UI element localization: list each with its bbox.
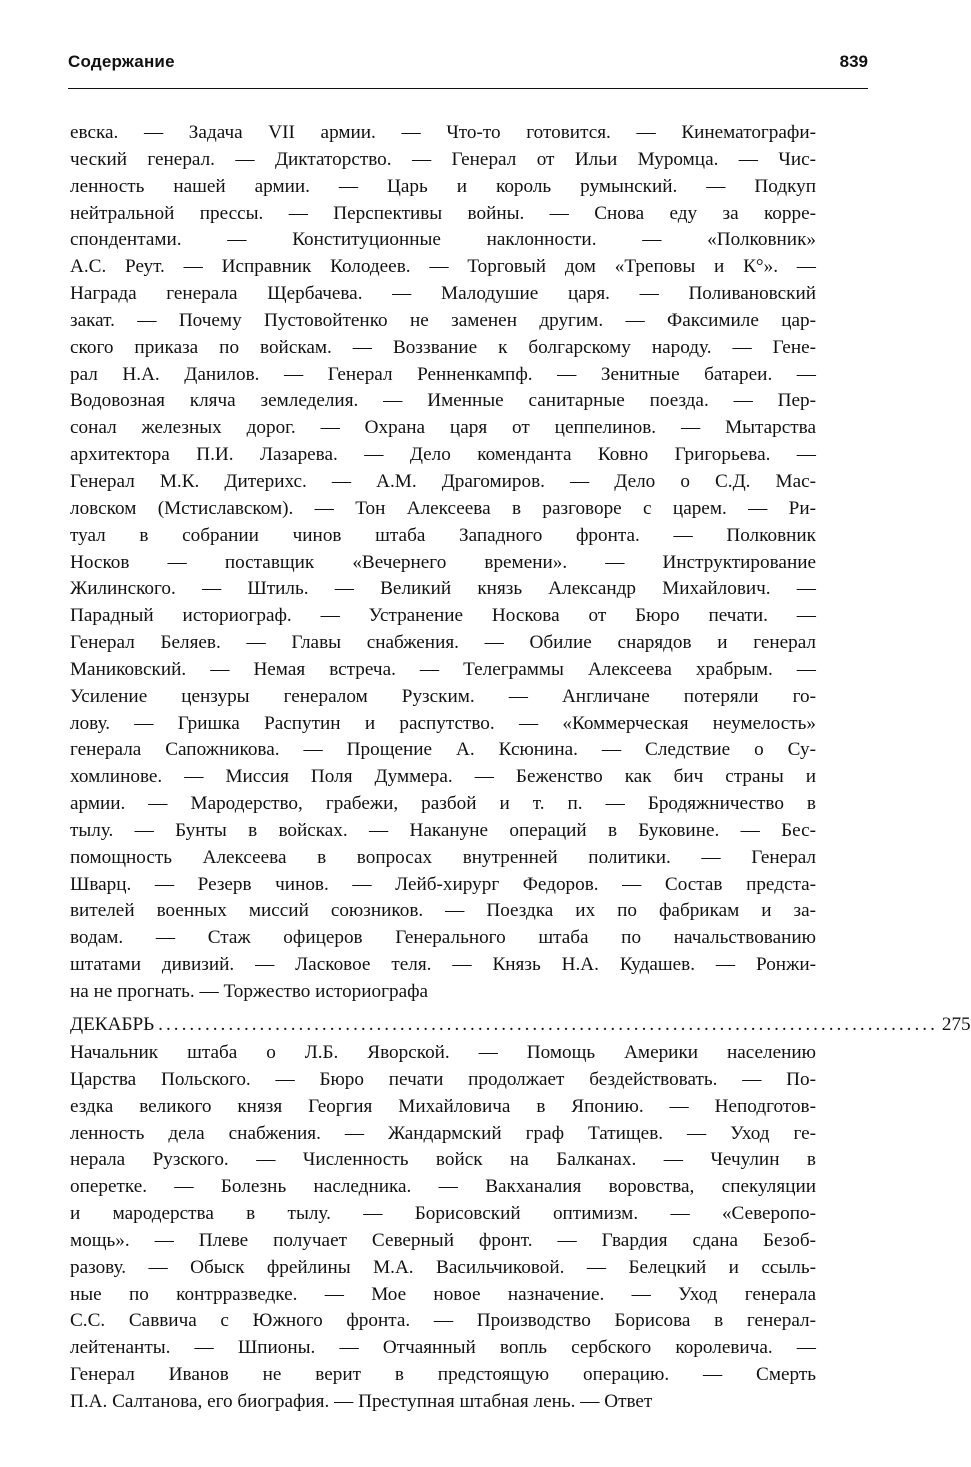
header-title: Содержание xyxy=(68,52,175,71)
text-line: Генерал М.К. Дитерихс. — А.М. Драгомиров. — Дело о С.Д. Мас- xyxy=(70,470,816,492)
page-number: 839 xyxy=(839,52,868,71)
text-line: туал в собрании чинов штаба Западного фронта. — Полковник xyxy=(70,524,816,546)
text-line: лову. — Гришка Распутин и распутство. — «Коммерческая неумелость» xyxy=(70,712,816,734)
section-page-number: 275 xyxy=(941,1014,971,1035)
text-line: Царства Польского. — Бюро печати продолжает бездействовать. — По- xyxy=(70,1068,816,1090)
text-line: и мародерства в тылу. — Борисовский оптимизм. — «Северопо- xyxy=(70,1203,816,1225)
text-line: Парадный историограф. — Устранение Носкова от Бюро печати. — xyxy=(70,605,816,627)
running-header xyxy=(68,52,868,89)
dot-leader: .................................................................................................... xyxy=(158,1014,938,1035)
text-line: Жилинского. — Штиль. — Великий князь Александр Михайлович. — xyxy=(70,578,816,600)
section-heading-december xyxy=(70,1012,971,1038)
text-line: Усиление цензуры генералом Рузским. — Англичане потеряли го- xyxy=(70,685,816,707)
text-line: ческий генерал. — Диктаторство. — Генерал от Ильи Муромца. — Чис- xyxy=(70,148,816,170)
text-line: генерала Сапожникова. — Прощение А. Ксюнина. — Следствие о Су- xyxy=(70,739,816,761)
text-line: сонал железных дорог. — Охрана царя от цеппелинов. — Мытарства xyxy=(70,417,816,439)
text-line: Водовозная кляча земледелия. — Именные санитарные поезда. — Пер- xyxy=(70,390,816,412)
text-line: Носков — поставщик «Вечернего времени». — Инструктирование xyxy=(70,551,816,573)
text-line: ленность нашей армии. — Царь и король румынский. — Подкуп xyxy=(70,175,816,197)
text-line: армии. — Мародерство, грабежи, разбой и т. п. — Бродяжничество в xyxy=(70,793,816,815)
text-line: на не прогнать. — Торжество историографа xyxy=(70,981,429,1002)
text-line: ловском (Мстиславском). — Тон Алексеева в разговоре с царем. — Ри- xyxy=(70,497,816,519)
text-line: Начальник штаба о Л.Б. Яворской. — Помощь Америки населению xyxy=(70,1042,816,1063)
contents-paragraph-december xyxy=(70,1040,816,1416)
text-line: ездка великого князя Георгия Михайловича в Японию. — Неподготов- xyxy=(70,1095,816,1117)
text-line: оперетке. — Болезнь наследника. — Вакханалия воровства, спекуляции xyxy=(70,1176,816,1198)
text-line: Награда генерала Щербачева. — Малодушие царя. — Поливановский xyxy=(70,283,816,305)
text-line: ные по контрразведке. — Мое новое назначение. — Уход генерала xyxy=(70,1283,816,1305)
text-line: лейтенанты. — Шпионы. — Отчаянный вопль сербского королевича. — xyxy=(70,1337,816,1359)
text-line: разову. — Обыск фрейлины М.А. Васильчиковой. — Белецкий и ссыль- xyxy=(70,1256,816,1278)
text-line: спондентами. — Конституционные наклонности. — «Полковник» xyxy=(70,229,816,251)
text-line: архитектора П.И. Лазарева. — Дело коменданта Ковно Григорьева. — xyxy=(70,444,816,466)
text-line: Генерал Иванов не верит в предстоящую операцию. — Смерть xyxy=(70,1364,816,1386)
text-line: закат. — Почему Пустовойтенко не заменен другим. — Факсимиле цар- xyxy=(70,309,816,331)
text-line: помощность Алексеева в вопросах внутренней политики. — Генерал xyxy=(70,846,816,868)
text-line: С.С. Саввича с Южного фронта. — Производство Борисова в генерал- xyxy=(70,1310,816,1332)
text-line: ленность дела снабжения. — Жандармский граф Татищев. — Уход ге- xyxy=(70,1122,816,1144)
text-line: евска. — Задача VII армии. — Что-то готовится. — Кинематографи- xyxy=(70,122,816,143)
text-line: Генерал Беляев. — Главы снабжения. — Обилие снарядов и генерал xyxy=(70,632,816,654)
text-line: тылу. — Бунты в войсках. — Накануне операций в Буковине. — Бес- xyxy=(70,819,816,841)
text-line: вителей военных миссий союзников. — Поездка их по фабрикам и за- xyxy=(70,900,816,922)
text-line: Маниковский. — Немая встреча. — Телеграммы Алексеева храбрым. — xyxy=(70,658,816,680)
text-line: хомлинове. — Миссия Поля Думмера. — Беженство как бич страны и xyxy=(70,766,816,788)
text-line: нерала Рузского. — Численность войск на Балканах. — Чечулин в xyxy=(70,1149,816,1171)
section-title: ДЕКАБРЬ xyxy=(70,1014,155,1035)
text-line: штатами дивизий. — Ласковое теля. — Князь Н.А. Кудашев. — Ронжи- xyxy=(70,954,816,976)
text-line: А.С. Реут. — Исправник Колодеев. — Торговый дом «Треповы и К°». — xyxy=(70,256,816,278)
text-line: Шварц. — Резерв чинов. — Лейб-хирург Федоров. — Состав предста- xyxy=(70,873,816,895)
text-line: мощь». — Плеве получает Северный фронт. — Гвардия сдана Безоб- xyxy=(70,1229,816,1251)
text-line: водам. — Стаж офицеров Генерального штаба по начальствованию xyxy=(70,927,816,949)
contents-paragraph-november xyxy=(70,120,816,1006)
text-line: нейтральной прессы. — Перспективы войны. — Снова еду за корре- xyxy=(70,202,816,224)
text-line: рал Н.А. Данилов. — Генерал Ренненкампф. — Зенитные батареи. — xyxy=(70,363,816,385)
text-line: П.А. Салтанова, его биография. — Преступная штабная лень. — Ответ xyxy=(70,1390,653,1412)
text-line: ского приказа по войскам. — Воззвание к болгарскому народу. — Гене- xyxy=(70,336,816,358)
